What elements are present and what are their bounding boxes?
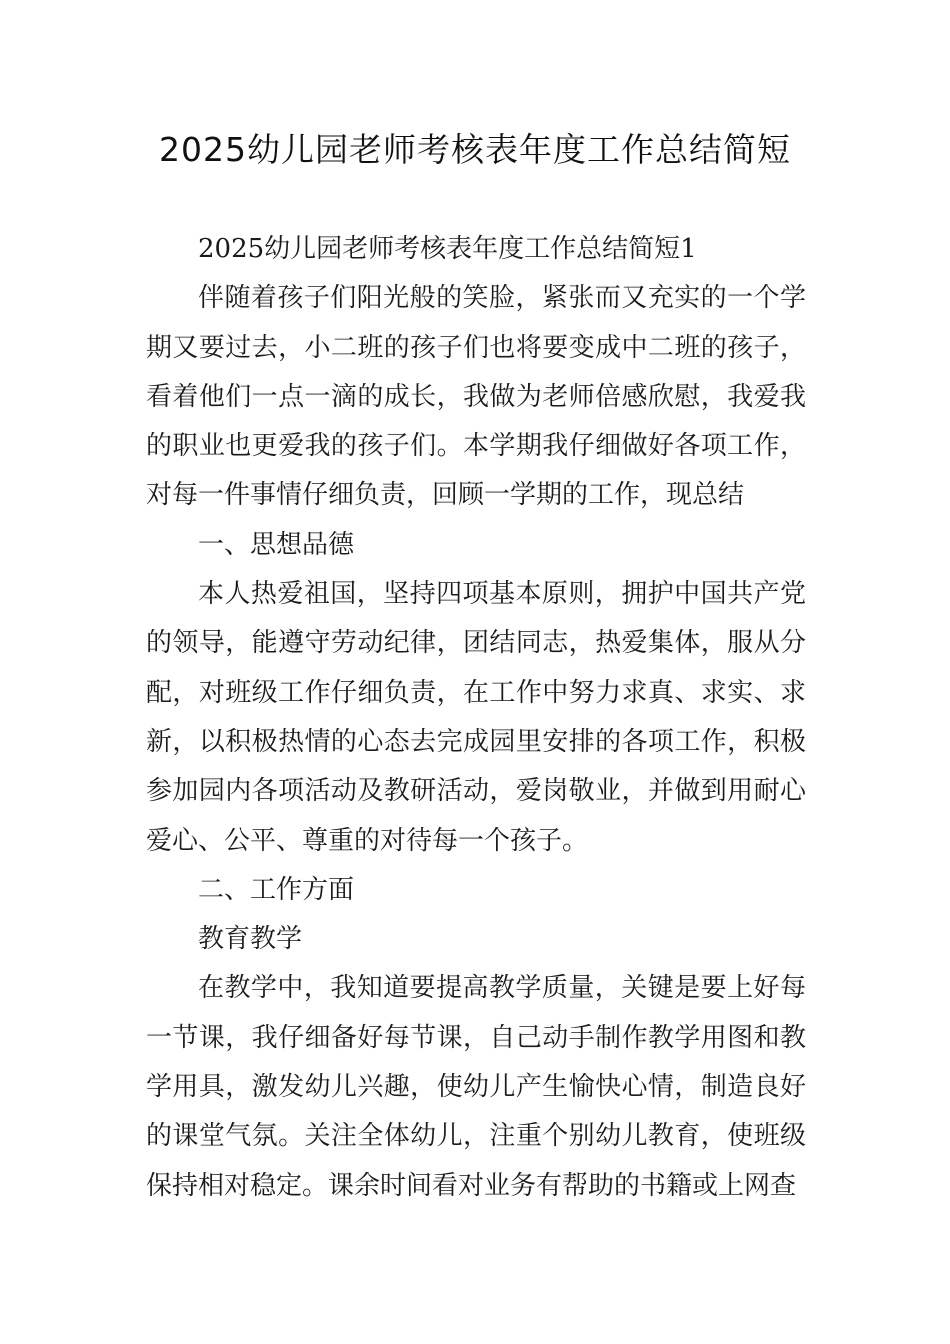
document-title: 2025幼儿园老师考核表年度工作总结简短 — [159, 130, 791, 169]
section-heading-work: 二、工作方面 — [198, 874, 355, 905]
section-heading-ideology: 一、思想品德 — [198, 529, 355, 560]
ideology-paragraph: 本人热爱祖国，坚持四项基本原则，拥护中国共产党的领导，能遵守劳动纪律，团结同志，热爱集体，服从分配，对班级工作仔细负责，在工作中努力求真、求实、求新，以积极热情的心态去完成园里安排的各项工作，积极参加园内各项活动及教研活动，爱岗敬业，并做到用耐心爱心、公平、尊重的对待每一个孩子。 — [146, 579, 806, 856]
subsection-heading-teaching: 教育教学 — [198, 924, 303, 955]
intro-paragraph: 伴随着孩子们阳光般的笑脸，紧张而又充实的一个学期又要过去，小二班的孩子们也将要变成中二班的孩子，看着他们一点一滴的成长，我做为老师倍感欣慰，我爱我的职业也更爱我的孩子们。本学期我仔细做好各项工作，对每一件事情仔细负责，回顾一学期的工作，现总结 — [146, 283, 806, 511]
document-body — [146, 225, 806, 1211]
teaching-paragraph: 在教学中，我知道要提高教学质量，关键是要上好每一节课，我仔细备好每节课，自己动手制作教学用图和教学用具，激发幼儿兴趣，使幼儿产生愉快心情，制造良好的课堂气氛。关注全体幼儿，注重个别幼儿教育，使班级保持相对稳定。课余时间看对业务有帮助的书籍或上网查 — [146, 973, 806, 1201]
subtitle-paragraph: 2025幼儿园老师考核表年度工作总结简短1 — [198, 234, 697, 264]
